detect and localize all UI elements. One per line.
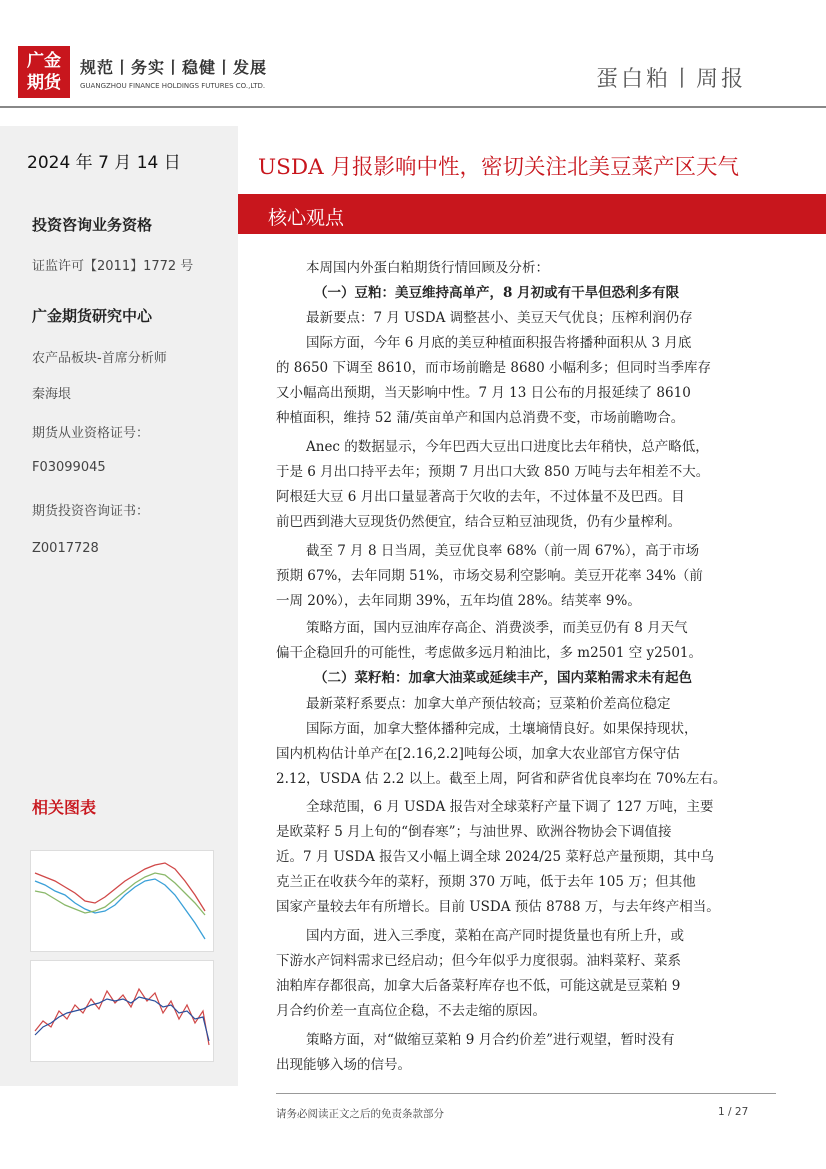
body-line: 国际方面，加拿大整体播种完成，土壤墒情良好。如果保持现状， xyxy=(306,721,698,737)
body-line: 又小幅高出预期，当天影响中性。7 月 13 日公布的月报延续了 8610 xyxy=(276,385,691,401)
section-heading-rapeseed-meal: （二）菜籽粕：加拿大油菜或延续丰产，国内菜粕需求未有起色 xyxy=(314,670,692,686)
chart-thumbnail-2-graphic xyxy=(31,961,213,1061)
body-line: Anec 的数据显示，今年巴西大豆出口进度比去年稍快，总产略低， xyxy=(306,439,709,455)
body-line: 预期 67%，去年同期 51%，市场交易利空影响。美豆开花率 34%（前 xyxy=(276,568,703,584)
body-line: 月合约价差一直高位企稳，不去走缩的原因。 xyxy=(276,1003,546,1019)
analyst-role: 农产品板块-首席分析师 xyxy=(32,351,167,366)
chart-thumbnail-1-graphic xyxy=(31,851,213,951)
core-view-label: 核心观点 xyxy=(268,207,345,229)
body-line: 一周 20%），去年同期 39%，五年均值 28%。结荚率 9%。 xyxy=(276,593,641,609)
body-line: 本周国内外蛋白粕期货行情回顾及分析： xyxy=(306,260,549,276)
qualification-title: 投资咨询业务资格 xyxy=(32,216,153,234)
section-heading-soymeal: （一）豆粕：美豆维持高单产，8 月初或有干旱但恐利多有限 xyxy=(314,285,680,301)
disclaimer-note: 请务必阅读正文之后的免责条款部分 xyxy=(276,1108,444,1120)
body-line: 出现能够入场的信号。 xyxy=(276,1057,411,1073)
body-line: 国际方面，今年 6 月底的美豆种植面积报告将播种面积从 3 月底 xyxy=(306,335,692,351)
footer-divider xyxy=(276,1093,776,1094)
body-line: 最新要点：7 月 USDA 调整甚小、美豆天气优良；压榨利润仍存 xyxy=(306,310,693,326)
logo-line-1: 广金 xyxy=(27,51,61,71)
consult-number: Z0017728 xyxy=(32,541,99,556)
body-line: 偏干企稳回升的可能性，考虑做多远月粕油比，多 m2501 空 y2501。 xyxy=(276,645,703,661)
page-number: 1 / 27 xyxy=(718,1106,749,1118)
body-line: 下游水产饲料需求已经启动；但今年似乎力度很弱。油料菜籽、菜系 xyxy=(276,953,681,969)
company-english-name: GUANGZHOU FINANCE HOLDINGS FUTURES CO.,LTD. xyxy=(80,82,266,90)
body-line: 最新菜籽系要点：加拿大单产预估较高；豆菜粕价差高位稳定 xyxy=(306,696,671,712)
cert-number: F03099045 xyxy=(32,460,106,475)
body-line: 2.12，USDA 估 2.2 以上。截至上周，阿省和萨省优良率均在 70%左右。 xyxy=(276,771,727,787)
body-line: 策略方面，国内豆油库存高企、消费淡季，而美豆仍有 8 月天气 xyxy=(306,620,688,636)
body-line: 策略方面，对“做缩豆菜粕 9 月合约价差”进行观望，暂时没有 xyxy=(306,1032,675,1048)
header-divider xyxy=(0,106,826,108)
body-line: 前巴西到港大豆现货仍然便宜，结合豆粕豆油现货，仍有少量榨利。 xyxy=(276,514,681,530)
company-slogan: 规范丨务实丨稳健丨发展 xyxy=(80,58,268,77)
body-line: 近。7 月 USDA 报告又小幅上调全球 2024/25 菜籽总产量预期，其中乌 xyxy=(276,849,714,865)
consult-label: 期货投资咨询证书： xyxy=(32,504,150,519)
chart-thumbnail-2[interactable] xyxy=(30,960,214,1062)
body-line: 全球范围，6 月 USDA 报告对全球菜籽产量下调了 127 万吨，主要 xyxy=(306,799,714,815)
report-headline: USDA 月报影响中性，密切关注北美豆菜产区天气 xyxy=(258,155,739,180)
related-charts-label: 相关图表 xyxy=(32,798,97,817)
research-center: 广金期货研究中心 xyxy=(32,307,153,325)
body-line: 国家产量较去年有所增长。目前 USDA 预估 8788 万，与去年终产相当。 xyxy=(276,899,720,915)
license-number: 证监许可【2011】1772 号 xyxy=(32,259,194,274)
body-line: 截至 7 月 8 日当周，美豆优良率 68%（前一周 67%），高于市场 xyxy=(306,543,700,559)
chart-thumbnail-1[interactable] xyxy=(30,850,214,952)
report-date: 2024 年 7 月 14 日 xyxy=(27,153,181,173)
report-title: 蛋白粕丨周报 xyxy=(595,67,746,92)
body-line: 种植面积，维持 52 蒲/英亩单产和国内总消费不变，市场前瞻吻合。 xyxy=(276,410,685,426)
body-line: 的 8650 下调至 8610，而市场前瞻是 8680 小幅利多；但同时当季库存 xyxy=(276,360,712,376)
body-line: 油粕库存都很高，加拿大后备菜籽库存也不低，可能这就是豆菜粕 9 xyxy=(276,978,681,994)
logo-line-2: 期货 xyxy=(27,73,61,93)
body-line: 于是 6 月出口持平去年；预期 7 月出口大致 850 万吨与去年相差不大。 xyxy=(276,464,710,480)
body-line: 国内方面，进入三季度，菜粕在高产同时提货量也有所上升，或 xyxy=(306,928,684,944)
body-line: 克兰正在收获今年的菜籽，预期 370 万吨，低于去年 105 万；但其他 xyxy=(276,874,696,890)
company-logo xyxy=(18,46,70,98)
body-line: 阿根廷大豆 6 月出口量显著高于欠收的去年，不过体量不及巴西。目 xyxy=(276,489,685,505)
body-line: 是欧菜籽 5 月上旬的“倒春寒”；与油世界、欧洲谷物协会下调值接 xyxy=(276,824,672,840)
analyst-name: 秦海垠 xyxy=(32,387,72,402)
body-line: 国内机构估计单产在[2.16,2.2]吨每公顷，加拿大农业部官方保守估 xyxy=(276,746,680,762)
cert-label: 期货从业资格证号： xyxy=(32,426,150,441)
